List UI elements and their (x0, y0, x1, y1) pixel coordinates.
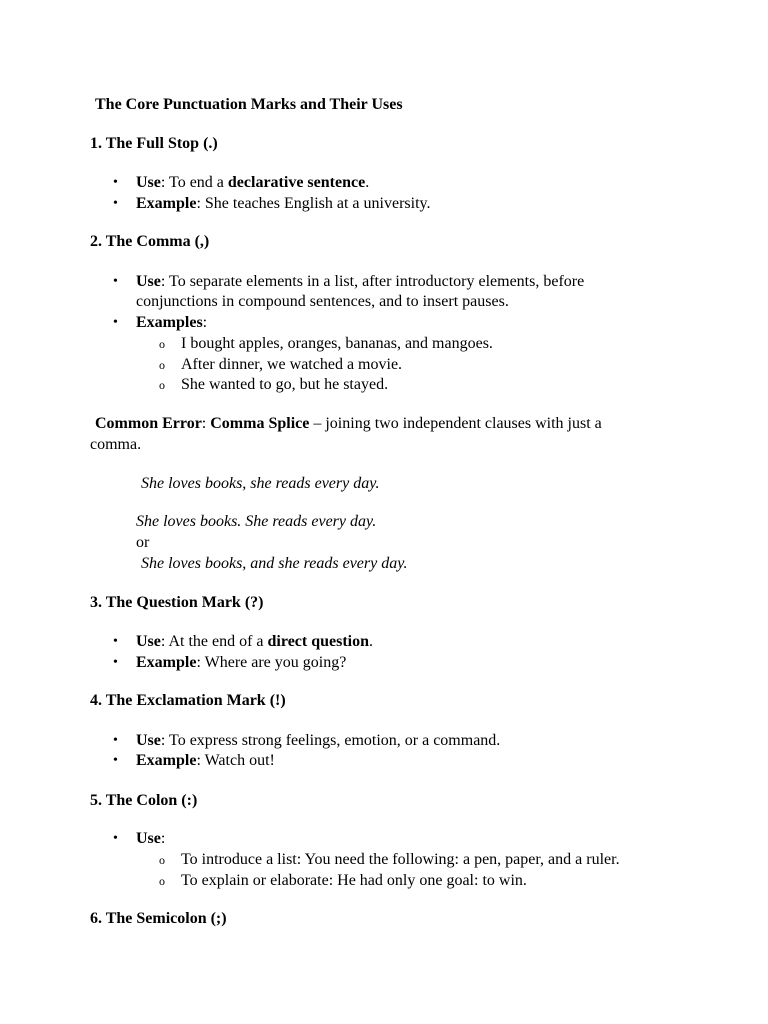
comma-use-line1: Use: To separate elements in a list, after introductory elements, before (136, 273, 585, 290)
full-stop-use: Use: To end a declarative sentence. (136, 174, 370, 191)
bullet-icon: • (113, 634, 118, 649)
bullet-icon: • (113, 655, 118, 670)
list-item: To explain or elaborate: He had only one goal: to win. (181, 872, 527, 889)
sub-bullet-icon: o (159, 378, 165, 392)
sub-bullet-icon: o (159, 874, 165, 888)
bullet-icon: • (113, 196, 118, 211)
list-item: To introduce a list: You need the following: a pen, paper, and a ruler. (181, 851, 620, 868)
question-mark-use: Use: At the end of a direct question. (136, 633, 374, 650)
wrong-example: She loves books, she reads every day. (141, 475, 380, 492)
right-example-1: She loves books. She reads every day. (136, 513, 377, 530)
colon-use-label: Use: (136, 830, 166, 847)
full-stop-example: Example: She teaches English at a university. (136, 195, 431, 212)
heading-comma: 2. The Comma (,) (90, 233, 210, 250)
sub-bullet-icon: o (159, 358, 165, 372)
bullet-icon: • (113, 831, 118, 846)
common-error-line2: comma. (90, 436, 142, 453)
document-title: The Core Punctuation Marks and Their Uses (95, 96, 403, 113)
comma-examples-label: Examples: (136, 314, 208, 331)
sub-bullet-icon: o (159, 853, 165, 867)
common-error-line1: Common Error: Comma Splice – joining two independent clauses with just a (95, 415, 602, 432)
exclamation-example: Example: Watch out! (136, 752, 275, 769)
heading-question-mark: 3. The Question Mark (?) (90, 594, 264, 611)
heading-semicolon: 6. The Semicolon (;) (90, 910, 227, 927)
question-mark-example: Example: Where are you going? (136, 654, 347, 671)
bullet-icon: • (113, 733, 118, 748)
bullet-icon: • (113, 753, 118, 768)
bullet-icon: • (113, 315, 118, 330)
exclamation-use: Use: To express strong feelings, emotion, or a command. (136, 732, 501, 749)
list-item: After dinner, we watched a movie. (181, 356, 403, 373)
heading-colon: 5. The Colon (:) (90, 792, 198, 809)
or-text: or (136, 534, 150, 551)
comma-use-line2: conjunctions in compound sentences, and to insert pauses. (136, 293, 509, 310)
list-item: I bought apples, oranges, bananas, and mangoes. (181, 335, 493, 352)
heading-exclamation-mark: 4. The Exclamation Mark (!) (90, 692, 286, 709)
heading-full-stop: 1. The Full Stop (.) (90, 135, 218, 152)
bullet-icon: • (113, 274, 118, 289)
bullet-icon: • (113, 175, 118, 190)
list-item: She wanted to go, but he stayed. (181, 376, 389, 393)
sub-bullet-icon: o (159, 337, 165, 351)
right-example-2: She loves books, and she reads every day. (141, 555, 408, 572)
